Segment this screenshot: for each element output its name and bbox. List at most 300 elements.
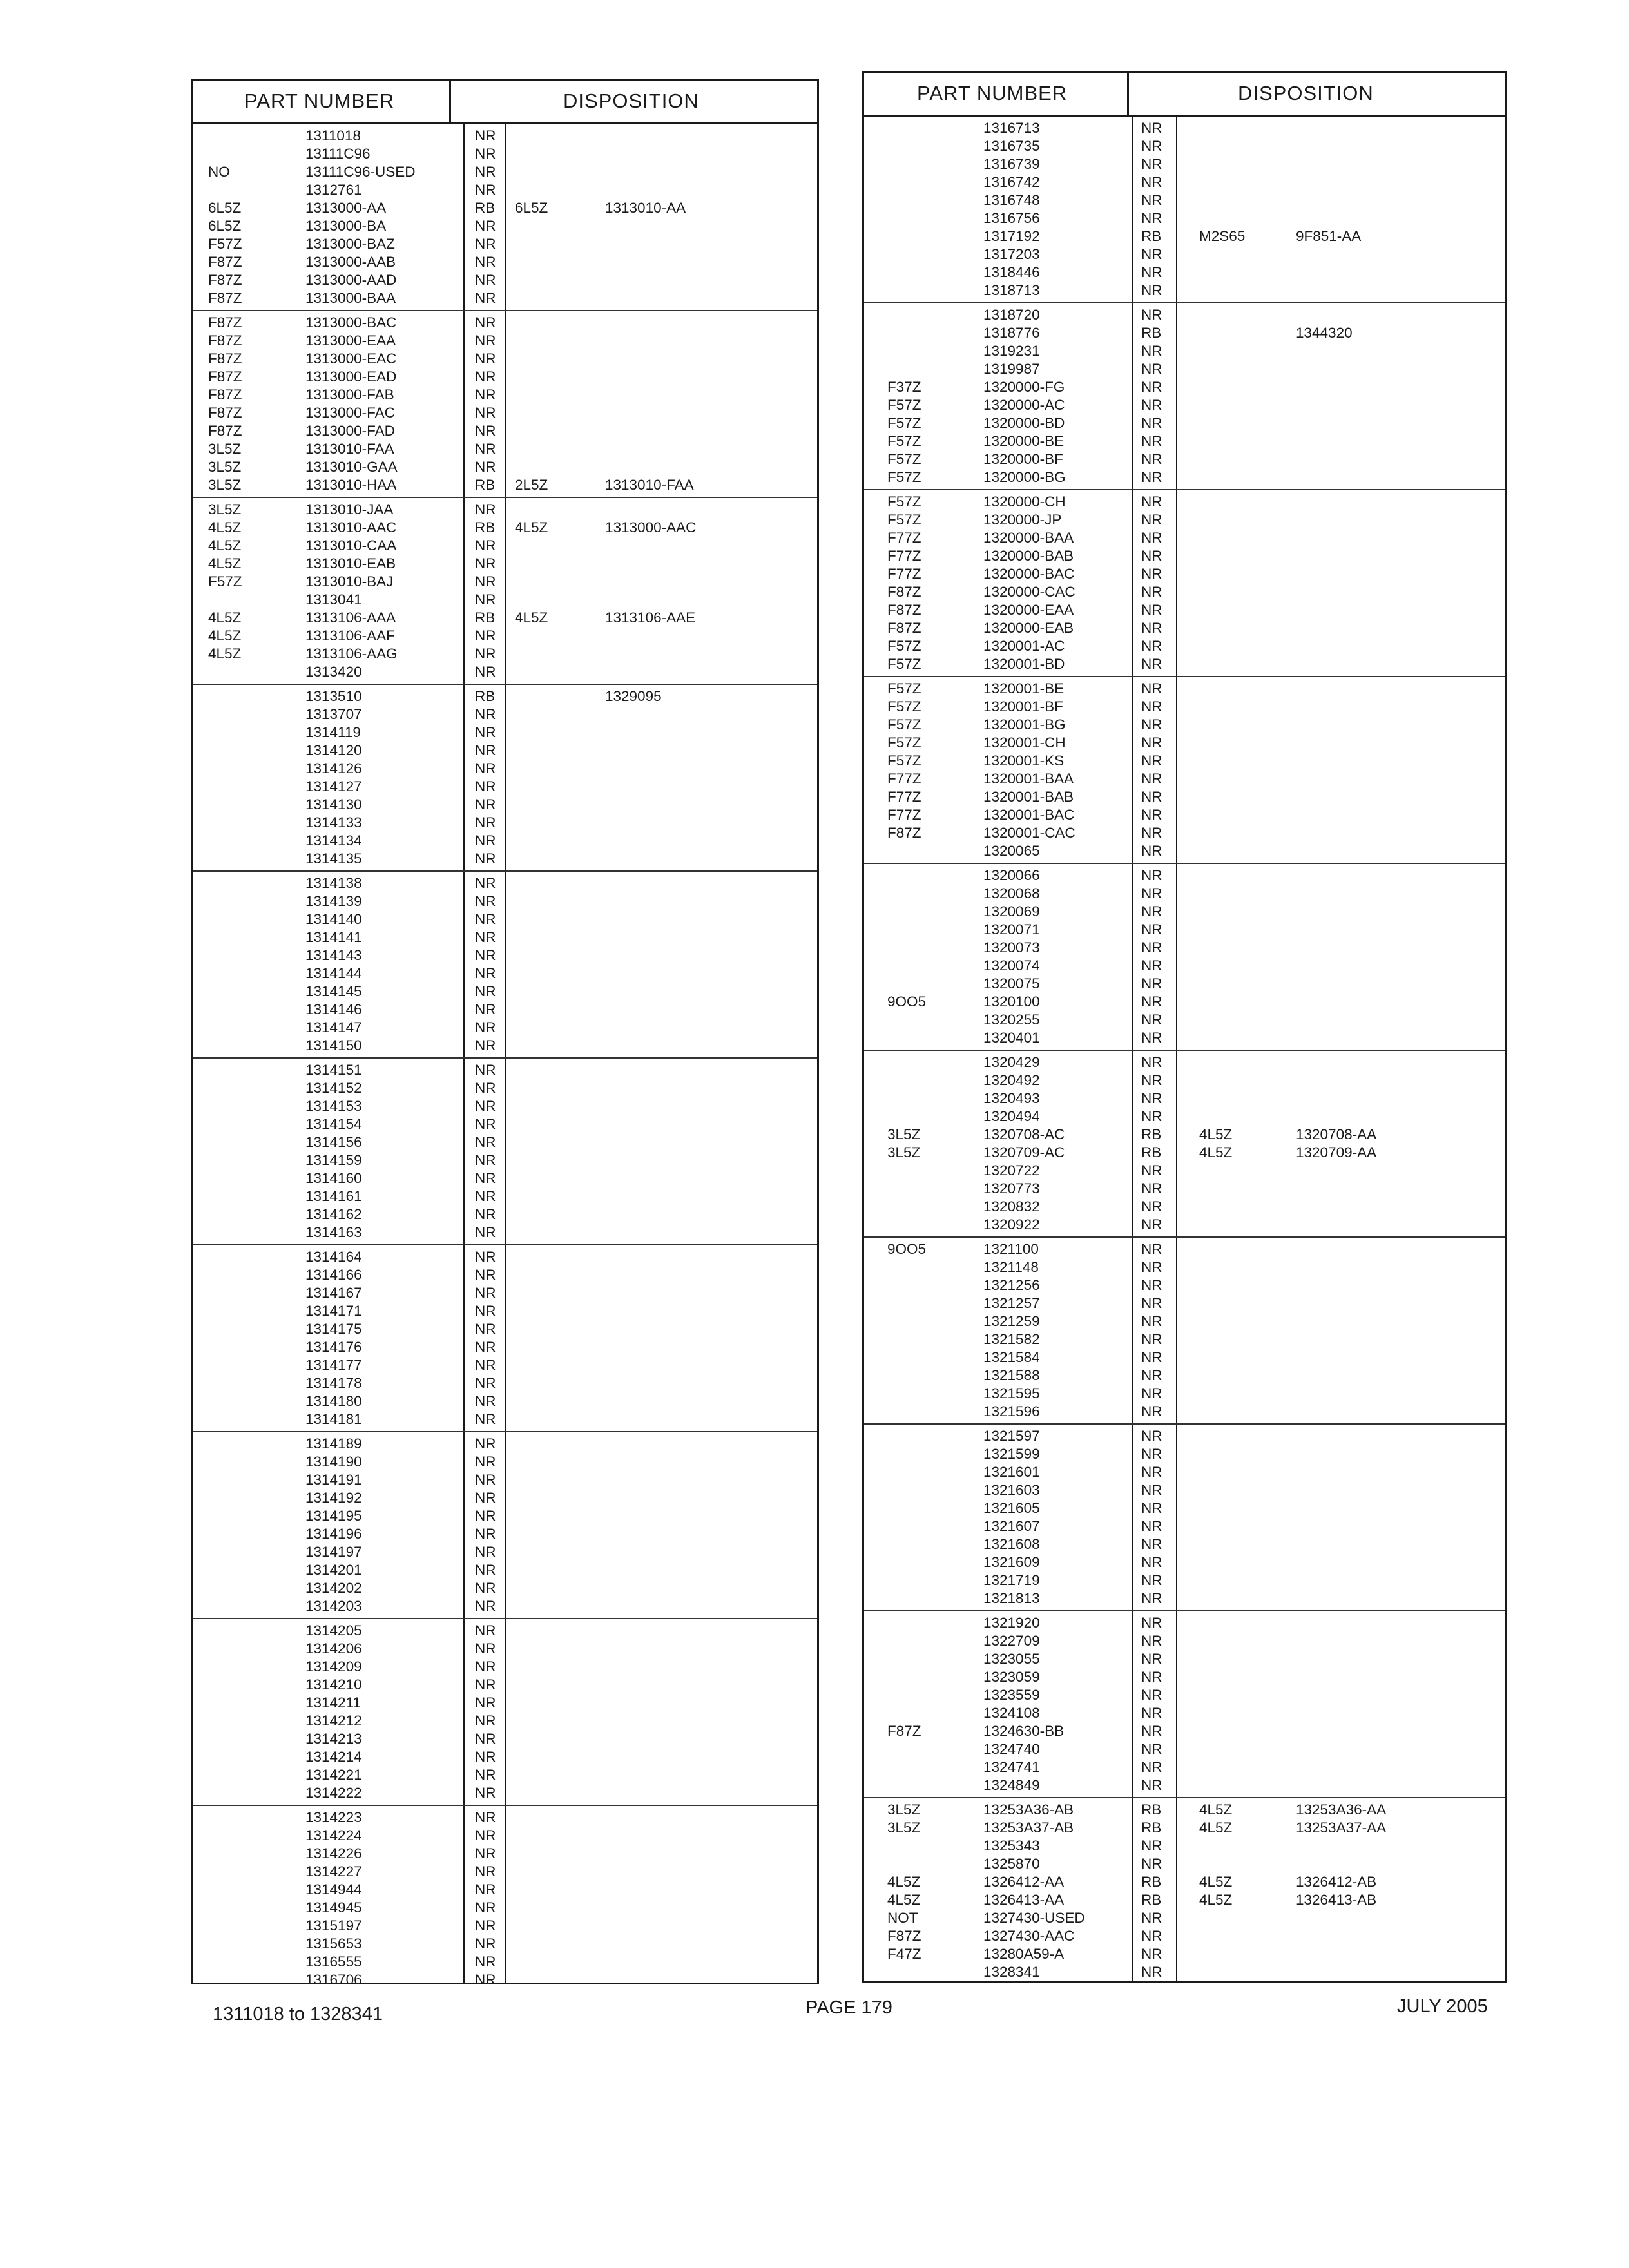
- part-number: 1313106-AAA: [305, 610, 396, 626]
- part-number: 1321595: [983, 1385, 1040, 1401]
- table-row: [864, 173, 1505, 191]
- part-number: 1319987: [983, 361, 1040, 377]
- part-number: 1327430-USED: [983, 1910, 1085, 1926]
- table-row: [864, 1011, 1505, 1029]
- disposition-code: NR: [1141, 1446, 1162, 1462]
- table-row: [864, 342, 1505, 360]
- prefix: 4L5Z: [208, 646, 242, 662]
- part-number: 1314120: [305, 742, 362, 758]
- table-row: [193, 1453, 817, 1471]
- part-number: 1314197: [305, 1544, 362, 1560]
- part-number: 1314143: [305, 947, 362, 963]
- part-number: 1324740: [983, 1741, 1040, 1757]
- part-number: 1314190: [305, 1454, 362, 1470]
- part-number: 1317192: [983, 228, 1040, 244]
- part-number: 1314227: [305, 1863, 362, 1879]
- group-separator: [193, 1244, 817, 1245]
- replacement-prefix: 4L5Z: [1199, 1874, 1233, 1890]
- table-row: [864, 993, 1505, 1011]
- disposition-code: NR: [1141, 138, 1162, 154]
- disposition-code: NR: [1141, 1777, 1162, 1793]
- replacement-prefix: 2L5Z: [515, 477, 548, 493]
- part-number: 1320255: [983, 1012, 1040, 1028]
- disposition-code: NR: [1141, 282, 1162, 298]
- part-number: 1311018: [305, 128, 361, 144]
- disposition-code: NR: [475, 1224, 496, 1240]
- table-row: [864, 885, 1505, 903]
- part-number: 1314147: [305, 1019, 362, 1035]
- part-number: 1314945: [305, 1899, 362, 1916]
- disposition-code: NR: [475, 929, 496, 945]
- table-row: [193, 1187, 817, 1206]
- disposition-code: NR: [1141, 1090, 1162, 1106]
- part-number: 1320066: [983, 867, 1040, 883]
- group-separator: [864, 1236, 1505, 1238]
- table-row: [193, 1410, 817, 1428]
- table-row: [864, 1427, 1505, 1445]
- footer-date: JULY 2005: [1397, 1996, 1488, 2017]
- disposition-code: RB: [1141, 1820, 1162, 1836]
- part-number: 1314139: [305, 893, 362, 909]
- prefix: NOT: [887, 1910, 918, 1926]
- prefix: F87Z: [208, 405, 242, 421]
- table-row: [193, 199, 817, 217]
- table-row: [193, 1676, 817, 1694]
- table-row: [864, 155, 1505, 173]
- part-number: 1323059: [983, 1669, 1040, 1685]
- disposition-code: RB: [1141, 325, 1162, 341]
- disposition-code: NR: [475, 1917, 496, 1934]
- disposition-code: NR: [475, 742, 496, 758]
- table-row: [193, 1224, 817, 1242]
- table-row: [193, 440, 817, 458]
- left-header-divider: [449, 81, 451, 124]
- disposition-code: NR: [1141, 1259, 1162, 1275]
- part-number: 1314211: [305, 1695, 361, 1711]
- prefix: F57Z: [887, 638, 921, 654]
- replacement-prefix: 4L5Z: [1199, 1802, 1233, 1818]
- prefix: F87Z: [887, 584, 921, 600]
- part-number: 1316555: [305, 1954, 362, 1970]
- replacement-part: 9F851-AA: [1296, 228, 1362, 244]
- disposition-code: NR: [475, 1508, 496, 1524]
- prefix: F57Z: [887, 469, 921, 485]
- table-row: [193, 1151, 817, 1169]
- disposition-code: NR: [475, 983, 496, 999]
- part-number: 1314196: [305, 1526, 362, 1542]
- part-number: 1313041: [305, 591, 362, 608]
- disposition-code: NR: [475, 146, 496, 162]
- table-row: [864, 227, 1505, 245]
- disposition-code: RB: [1141, 1892, 1162, 1908]
- disposition-code: NR: [475, 1001, 496, 1017]
- disposition-code: NR: [1141, 716, 1162, 733]
- part-number: 1313000-FAD: [305, 423, 395, 439]
- part-number: 1320000-BAA: [983, 530, 1074, 546]
- table-row: [193, 404, 817, 422]
- table-row: [193, 1748, 817, 1766]
- table-row: [864, 493, 1505, 511]
- disposition-code: NR: [475, 1809, 496, 1825]
- table-row: [193, 1622, 817, 1640]
- part-number: 1320073: [983, 939, 1040, 956]
- table-row: [193, 1001, 817, 1019]
- table-row: [193, 1561, 817, 1579]
- part-number: 1320000-EAA: [983, 602, 1074, 618]
- disposition-code: NR: [475, 1375, 496, 1391]
- part-number: 1314138: [305, 875, 362, 891]
- disposition-code: RB: [1141, 1144, 1162, 1160]
- replacement-part: 1320708-AA: [1296, 1126, 1377, 1142]
- part-number: 1314222: [305, 1785, 362, 1801]
- table-row: [864, 191, 1505, 209]
- disposition-code: NR: [475, 850, 496, 867]
- disposition-code: NR: [1141, 1216, 1162, 1233]
- part-number: 1313510: [305, 688, 362, 704]
- disposition-code: NR: [1141, 451, 1162, 467]
- part-number: 1313000-EAA: [305, 332, 396, 349]
- table-row: [864, 1349, 1505, 1367]
- prefix: 4L5Z: [208, 610, 242, 626]
- part-number: 1320068: [983, 885, 1040, 901]
- part-number: 1314210: [305, 1677, 362, 1693]
- disposition-code: NR: [1141, 903, 1162, 919]
- right-table: [862, 71, 1507, 1983]
- disposition-code: NR: [475, 724, 496, 740]
- table-row: [193, 217, 817, 235]
- table-row: [864, 1090, 1505, 1108]
- part-number: 1321100: [983, 1241, 1039, 1257]
- disposition-code: NR: [475, 1640, 496, 1657]
- disposition-code: NR: [1141, 1012, 1162, 1028]
- table-row: [864, 680, 1505, 698]
- group-separator: [864, 1423, 1505, 1425]
- group-separator: [864, 1610, 1505, 1611]
- part-number: 1318776: [983, 325, 1040, 341]
- part-number: 1313707: [305, 706, 362, 722]
- table-row: [864, 1463, 1505, 1481]
- disposition-code: NR: [1141, 1162, 1162, 1178]
- table-row: [193, 1435, 817, 1453]
- disposition-code: NR: [1141, 1928, 1162, 1944]
- disposition-code: NR: [475, 387, 496, 403]
- disposition-code: NR: [1141, 512, 1162, 528]
- table-row: [864, 903, 1505, 921]
- disposition-code: NR: [475, 332, 496, 349]
- part-number: 1325870: [983, 1856, 1040, 1872]
- disposition-code: NR: [1141, 433, 1162, 449]
- disposition-code: RB: [1141, 1802, 1162, 1818]
- table-row: [864, 1276, 1505, 1294]
- table-row: [864, 1385, 1505, 1403]
- disposition-code: NR: [1141, 994, 1162, 1010]
- prefix: F87Z: [208, 314, 242, 331]
- table-row: [864, 209, 1505, 227]
- group-separator: [864, 676, 1505, 677]
- disposition-code: NR: [475, 1206, 496, 1222]
- table-row: [193, 1266, 817, 1284]
- part-number: 1320000-EAB: [983, 620, 1074, 636]
- part-number: 1320071: [983, 921, 1040, 937]
- disposition-code: NR: [475, 236, 496, 252]
- table-row: [193, 645, 817, 663]
- table-row: [193, 458, 817, 476]
- disposition-code: NR: [475, 1393, 496, 1409]
- table-row: [193, 1374, 817, 1392]
- table-row: [193, 1712, 817, 1730]
- disposition-code: NR: [475, 1188, 496, 1204]
- disposition-code: NR: [1141, 1349, 1162, 1365]
- disposition-code: NR: [475, 1321, 496, 1337]
- prefix: 3L5Z: [208, 477, 242, 493]
- disposition-code: NR: [475, 1285, 496, 1301]
- part-number: 1320922: [983, 1216, 1040, 1233]
- part-number: 13111C96-USED: [305, 164, 416, 180]
- part-number: 1314180: [305, 1393, 362, 1409]
- table-row: [193, 1079, 817, 1097]
- part-number: 1321148: [983, 1259, 1039, 1275]
- disposition-code: NR: [475, 1526, 496, 1542]
- replacement-prefix: M2S65: [1199, 228, 1246, 244]
- table-row: [864, 583, 1505, 601]
- disposition-code: NR: [1141, 156, 1162, 172]
- disposition-code: NR: [475, 1562, 496, 1578]
- table-row: [864, 957, 1505, 975]
- part-number: 1314223: [305, 1809, 362, 1825]
- disposition-code: NR: [475, 573, 496, 590]
- disposition-code: NR: [1141, 1030, 1162, 1046]
- disposition-code: NR: [475, 555, 496, 572]
- part-number: 1312761: [305, 182, 362, 198]
- disposition-code: NR: [1141, 1910, 1162, 1926]
- table-row: [193, 1863, 817, 1881]
- part-number: 1318720: [983, 307, 1040, 323]
- table-row: [864, 1650, 1505, 1668]
- disposition-code: NR: [475, 965, 496, 981]
- table-row: [864, 867, 1505, 885]
- part-number: 1313010-CAA: [305, 537, 397, 553]
- prefix: F57Z: [887, 512, 921, 528]
- group-separator: [193, 1431, 817, 1432]
- replacement-prefix: 4L5Z: [1199, 1126, 1233, 1142]
- prefix: 6L5Z: [208, 218, 242, 234]
- disposition-code: NR: [475, 1019, 496, 1035]
- table-row: [193, 476, 817, 494]
- disposition-code: RB: [475, 688, 496, 704]
- table-row: [193, 332, 817, 350]
- table-row: [864, 1499, 1505, 1517]
- prefix: F57Z: [887, 753, 921, 769]
- part-number: 1314150: [305, 1037, 362, 1053]
- table-row: [864, 1776, 1505, 1794]
- part-number: 13253A36-AB: [983, 1802, 1074, 1818]
- part-number: 1320001-BG: [983, 716, 1066, 733]
- disposition-code: NR: [1141, 975, 1162, 992]
- disposition-code: NR: [475, 1134, 496, 1150]
- prefix: 4L5Z: [887, 1874, 921, 1890]
- disposition-code: NR: [475, 1863, 496, 1879]
- table-row: [864, 1632, 1505, 1650]
- part-number: 1314163: [305, 1224, 362, 1240]
- table-row: [193, 814, 817, 832]
- part-number: 13280A59-A: [983, 1946, 1065, 1962]
- table-row: [193, 1471, 817, 1489]
- disposition-code: NR: [1141, 530, 1162, 546]
- replacement-prefix: 4L5Z: [515, 519, 548, 535]
- part-number: 1316748: [983, 192, 1040, 208]
- table-row: [864, 1837, 1505, 1855]
- table-row: [864, 1614, 1505, 1632]
- disposition-code: NR: [475, 796, 496, 812]
- table-row: [193, 1881, 817, 1899]
- disposition-code: NR: [1141, 602, 1162, 618]
- table-row: [193, 1579, 817, 1597]
- table-row: [864, 306, 1505, 324]
- disposition-code: NR: [1141, 1428, 1162, 1444]
- part-number: 1321609: [983, 1554, 1040, 1570]
- part-number: 1315197: [305, 1917, 362, 1934]
- disposition-code: NR: [1141, 1331, 1162, 1347]
- table-row: [193, 1953, 817, 1971]
- replacement-prefix: 4L5Z: [1199, 1892, 1233, 1908]
- disposition-code: NR: [1141, 939, 1162, 956]
- table-row: [864, 1945, 1505, 1963]
- part-number: 1321601: [983, 1464, 1040, 1480]
- disposition-code: NR: [1141, 698, 1162, 715]
- table-row: [193, 1302, 817, 1320]
- disposition-code: NR: [475, 814, 496, 831]
- table-row: [864, 137, 1505, 155]
- part-number: 1313000-EAC: [305, 351, 397, 367]
- group-separator: [193, 1057, 817, 1059]
- table-row: [193, 1935, 817, 1953]
- table-row: [864, 1873, 1505, 1891]
- table-row: [193, 289, 817, 307]
- prefix: F87Z: [208, 290, 242, 306]
- part-number: 1321603: [983, 1482, 1040, 1498]
- prefix: F57Z: [887, 680, 921, 697]
- part-number: 1324630-BB: [983, 1723, 1065, 1739]
- disposition-code: NR: [1141, 638, 1162, 654]
- prefix: 3L5Z: [887, 1144, 921, 1160]
- part-number: 1320709-AC: [983, 1144, 1065, 1160]
- part-number: 1313000-AAD: [305, 272, 397, 288]
- disposition-code: NR: [475, 1695, 496, 1711]
- table-row: [193, 314, 817, 332]
- part-number: 1313010-BAJ: [305, 573, 394, 590]
- table-row: [864, 698, 1505, 716]
- disposition-code: NR: [1141, 1180, 1162, 1196]
- disposition-code: NR: [475, 182, 496, 198]
- prefix: F57Z: [887, 494, 921, 510]
- table-row: [864, 1216, 1505, 1234]
- disposition-code: NR: [1141, 1590, 1162, 1606]
- part-number: 13111C96: [305, 146, 371, 162]
- table-row: [193, 778, 817, 796]
- disposition-code: NR: [475, 423, 496, 439]
- part-number: 1320074: [983, 957, 1040, 974]
- disposition-code: NR: [475, 1713, 496, 1729]
- part-number: 1314192: [305, 1490, 362, 1506]
- prefix: F77Z: [887, 789, 921, 805]
- disposition-code: NR: [475, 1749, 496, 1765]
- disposition-code: NR: [1141, 1385, 1162, 1401]
- disposition-code: NR: [1141, 246, 1162, 262]
- part-number: 1320000-BG: [983, 469, 1066, 485]
- table-row: [193, 1899, 817, 1917]
- part-number: 1320000-BAB: [983, 548, 1074, 564]
- disposition-code: NR: [1141, 1482, 1162, 1498]
- table-row: [864, 1258, 1505, 1276]
- disposition-code: NR: [475, 1677, 496, 1693]
- table-row: [864, 1198, 1505, 1216]
- table-row: [864, 1801, 1505, 1819]
- part-number: 1314127: [305, 778, 362, 794]
- disposition-code: NR: [1141, 753, 1162, 769]
- disposition-code: NR: [475, 778, 496, 794]
- disposition-code: NR: [475, 1658, 496, 1675]
- prefix: F87Z: [208, 351, 242, 367]
- prefix: F77Z: [887, 771, 921, 787]
- table-row: [864, 921, 1505, 939]
- part-number: 1314166: [305, 1267, 362, 1283]
- disposition-code: NR: [1141, 1572, 1162, 1588]
- table-row: [864, 119, 1505, 137]
- disposition-code: NR: [1141, 1054, 1162, 1070]
- table-row: [193, 1320, 817, 1338]
- disposition-code: NR: [475, 272, 496, 288]
- table-row: [193, 609, 817, 627]
- disposition-code: NR: [1141, 656, 1162, 672]
- disposition-code: NR: [1141, 1838, 1162, 1854]
- part-number: 1314160: [305, 1170, 362, 1186]
- disposition-code: NR: [1141, 415, 1162, 431]
- part-number: 1314126: [305, 760, 362, 776]
- prefix: F87Z: [208, 272, 242, 288]
- disposition-code: NR: [1141, 192, 1162, 208]
- table-row: [193, 1133, 817, 1151]
- part-number: 1323055: [983, 1651, 1040, 1667]
- part-number: 1321599: [983, 1446, 1040, 1462]
- disposition-code: NR: [475, 760, 496, 776]
- part-number: 1314944: [305, 1881, 362, 1898]
- table-row: [193, 1971, 817, 1989]
- disposition-code: NR: [475, 875, 496, 891]
- table-row: [193, 181, 817, 199]
- table-row: [864, 245, 1505, 264]
- part-number: 1318446: [983, 264, 1040, 280]
- right-table-header: [864, 73, 1505, 117]
- disposition-code: NR: [475, 1827, 496, 1843]
- replacement-prefix: 4L5Z: [515, 610, 548, 626]
- part-number: 1314156: [305, 1134, 362, 1150]
- table-row: [193, 627, 817, 645]
- part-number: 1327430-AAC: [983, 1928, 1075, 1944]
- part-number: 1314203: [305, 1598, 362, 1614]
- disposition-code: NR: [1141, 120, 1162, 136]
- prefix: F87Z: [208, 423, 242, 439]
- table-row: [864, 770, 1505, 788]
- disposition-code: NR: [475, 1936, 496, 1952]
- disposition-code: NR: [475, 1598, 496, 1614]
- prefix: F87Z: [208, 369, 242, 385]
- disposition-code: NR: [475, 1954, 496, 1970]
- prefix: F77Z: [887, 530, 921, 546]
- disposition-code: NR: [1141, 1946, 1162, 1962]
- table-row: [193, 555, 817, 573]
- part-number: 1314133: [305, 814, 362, 831]
- part-number: 1320075: [983, 975, 1040, 992]
